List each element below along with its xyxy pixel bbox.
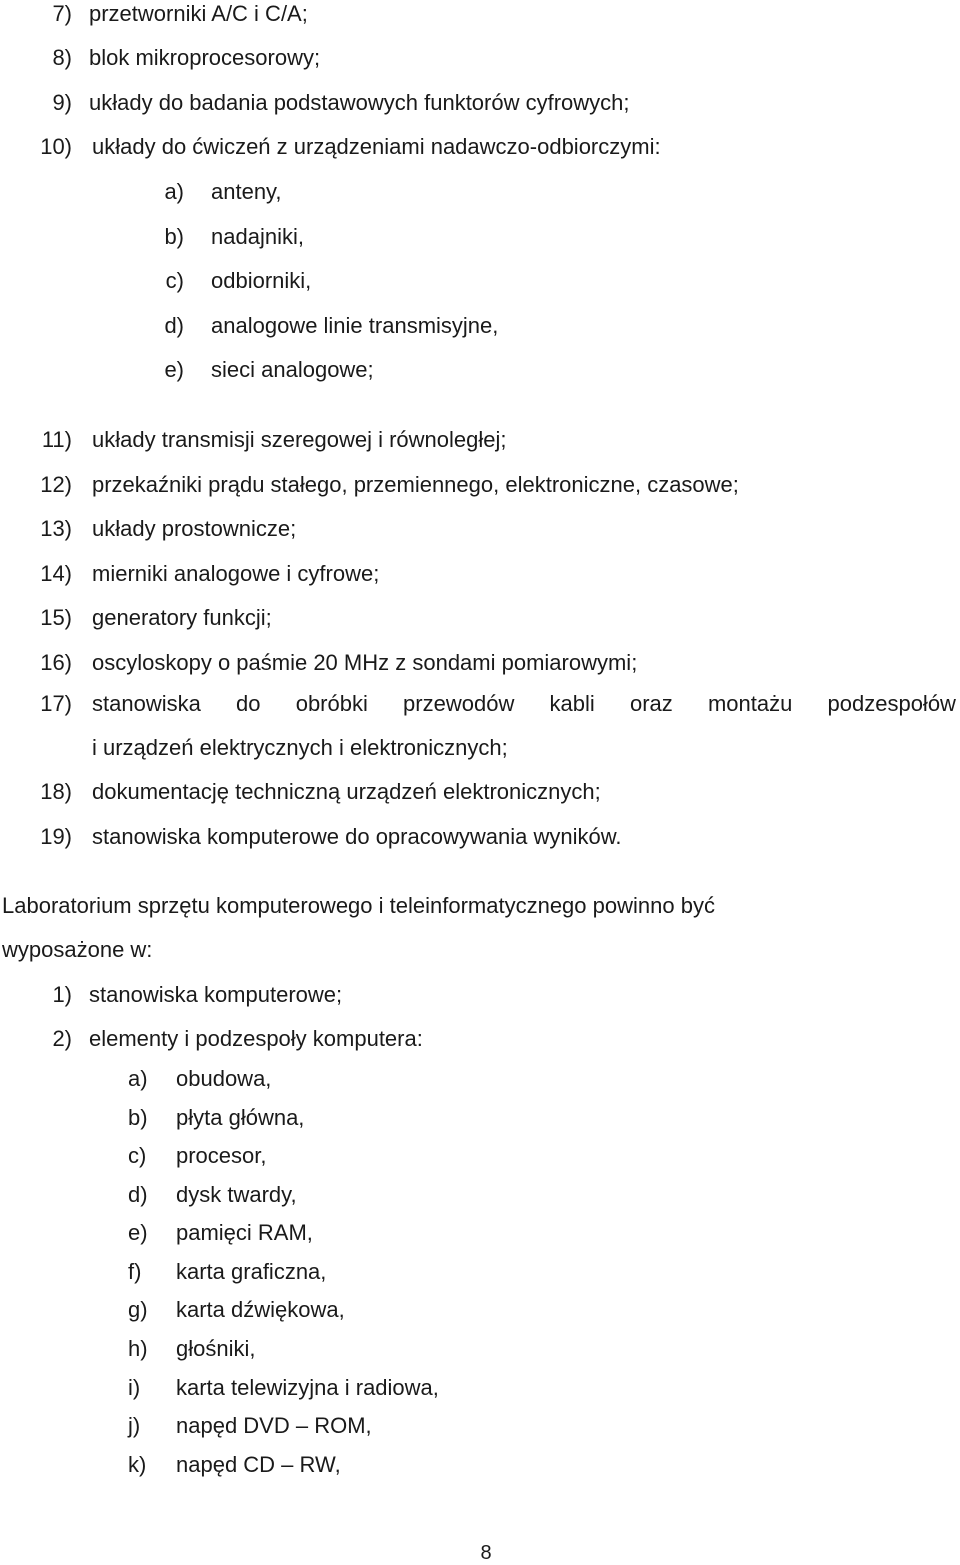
list-item-text: stanowiska komputerowe do opracowywania wyników.	[92, 824, 622, 849]
sublist-item-letter: j)	[128, 1413, 141, 1438]
sublist-item-text: płyta główna,	[176, 1105, 305, 1130]
list-item-number: 11)	[41, 427, 72, 452]
word: obróbki	[295, 691, 368, 716]
list-item-number: 2)	[52, 1026, 72, 1051]
sublist-item-letter: d)	[164, 313, 184, 338]
sublist-item-letter: a)	[128, 1066, 148, 1091]
list-item-number: 7)	[52, 1, 72, 26]
list-item-number: 12)	[40, 472, 72, 497]
sublist-item-text: karta telewizyjna i radiowa,	[176, 1375, 439, 1400]
list-item-text: układy do ćwiczeń z urządzeniami nadawczo-odbiorczymi:	[92, 134, 661, 159]
list-item-text: generatory funkcji;	[92, 605, 272, 630]
list-item-number: 15)	[40, 605, 72, 630]
list-item-number: 8)	[52, 45, 72, 70]
sublist-item-text: nadajniki,	[211, 224, 304, 249]
sublist-item-text: procesor,	[176, 1143, 267, 1168]
sublist-item-text: głośniki,	[176, 1336, 256, 1361]
list-item-number: 17)	[40, 691, 72, 716]
list-item-text: oscyloskopy o paśmie 20 MHz z sondami pomiarowymi;	[92, 650, 638, 675]
word: kabli	[549, 691, 595, 716]
list-item-text-line2: i urządzeń elektrycznych i elektronicznych;	[92, 735, 508, 760]
sublist-item-text: anteny,	[211, 179, 282, 204]
sublist-item-letter: e)	[164, 357, 184, 382]
list-item-text: blok mikroprocesorowy;	[89, 45, 321, 70]
sublist-item-letter: d)	[128, 1182, 148, 1207]
page-number: 8	[480, 1542, 492, 1564]
sublist-item-letter: i)	[128, 1375, 141, 1400]
sublist-item-text: napęd DVD – ROM,	[176, 1413, 372, 1438]
list-item-number: 10)	[40, 134, 72, 159]
word: przewodów	[403, 691, 515, 716]
word: oraz	[629, 691, 673, 716]
sublist-item-letter: b)	[164, 224, 184, 249]
list-item-number: 16)	[40, 650, 72, 675]
sublist-item-letter: c)	[128, 1143, 147, 1168]
list-item-text: układy transmisji szeregowej i równoległej;	[92, 427, 507, 452]
list-item-text: mierniki analogowe i cyfrowe;	[92, 561, 380, 586]
paragraph-line: Laboratorium sprzętu komputerowego i teleinformatycznego powinno być	[2, 893, 715, 918]
word: stanowiska	[92, 691, 201, 716]
list-item-text: układy do badania podstawowych funktorów cyfrowych;	[89, 90, 630, 115]
word: montażu	[707, 691, 793, 716]
list-item-number: 19)	[40, 824, 72, 849]
sublist-item-letter: c)	[165, 268, 184, 293]
list-item-text: dokumentację techniczną urządzeń elektronicznych;	[92, 779, 601, 804]
list-item-number: 18)	[40, 779, 72, 804]
list-item-text: przekaźniki prądu stałego, przemiennego, elektroniczne, czasowe;	[92, 472, 739, 497]
list-item-text: elementy i podzespoły komputera:	[89, 1026, 423, 1051]
sublist-item-text: obudowa,	[176, 1066, 272, 1091]
sublist-item-text: pamięci RAM,	[176, 1220, 313, 1245]
word: do	[236, 691, 261, 716]
list-item-text: przetworniki A/C i C/A;	[89, 1, 308, 26]
sublist-item-text: napęd CD – RW,	[176, 1452, 341, 1477]
list-item-text: układy prostownicze;	[92, 516, 297, 541]
sublist-item-text: dysk twardy,	[176, 1182, 297, 1207]
sublist-item-text: karta graficzna,	[176, 1259, 327, 1284]
sublist-item-letter: g)	[128, 1297, 148, 1322]
list-item-text-line1	[92, 691, 956, 717]
sublist-item-text: karta dźwiękowa,	[176, 1297, 345, 1322]
sublist-item-letter: h)	[128, 1336, 148, 1361]
list-item-number: 13)	[40, 516, 72, 541]
word: podzespołów	[827, 691, 956, 716]
sublist-item-letter: f)	[128, 1259, 142, 1284]
list-item-text: stanowiska komputerowe;	[89, 982, 343, 1007]
sublist-item-letter: a)	[164, 179, 184, 204]
sublist-item-text: odbiorniki,	[211, 268, 312, 293]
sublist-item-letter: e)	[128, 1220, 148, 1245]
sublist-item-letter: k)	[128, 1452, 147, 1477]
list-item-number: 1)	[52, 982, 72, 1007]
list-item-number: 9)	[52, 90, 72, 115]
list-item-number: 14)	[40, 561, 72, 586]
sublist-item-text: analogowe linie transmisyjne,	[211, 313, 499, 338]
paragraph-line: wyposażone w:	[2, 937, 153, 962]
sublist-item-text: sieci analogowe;	[211, 357, 374, 382]
sublist-item-letter: b)	[128, 1105, 148, 1130]
